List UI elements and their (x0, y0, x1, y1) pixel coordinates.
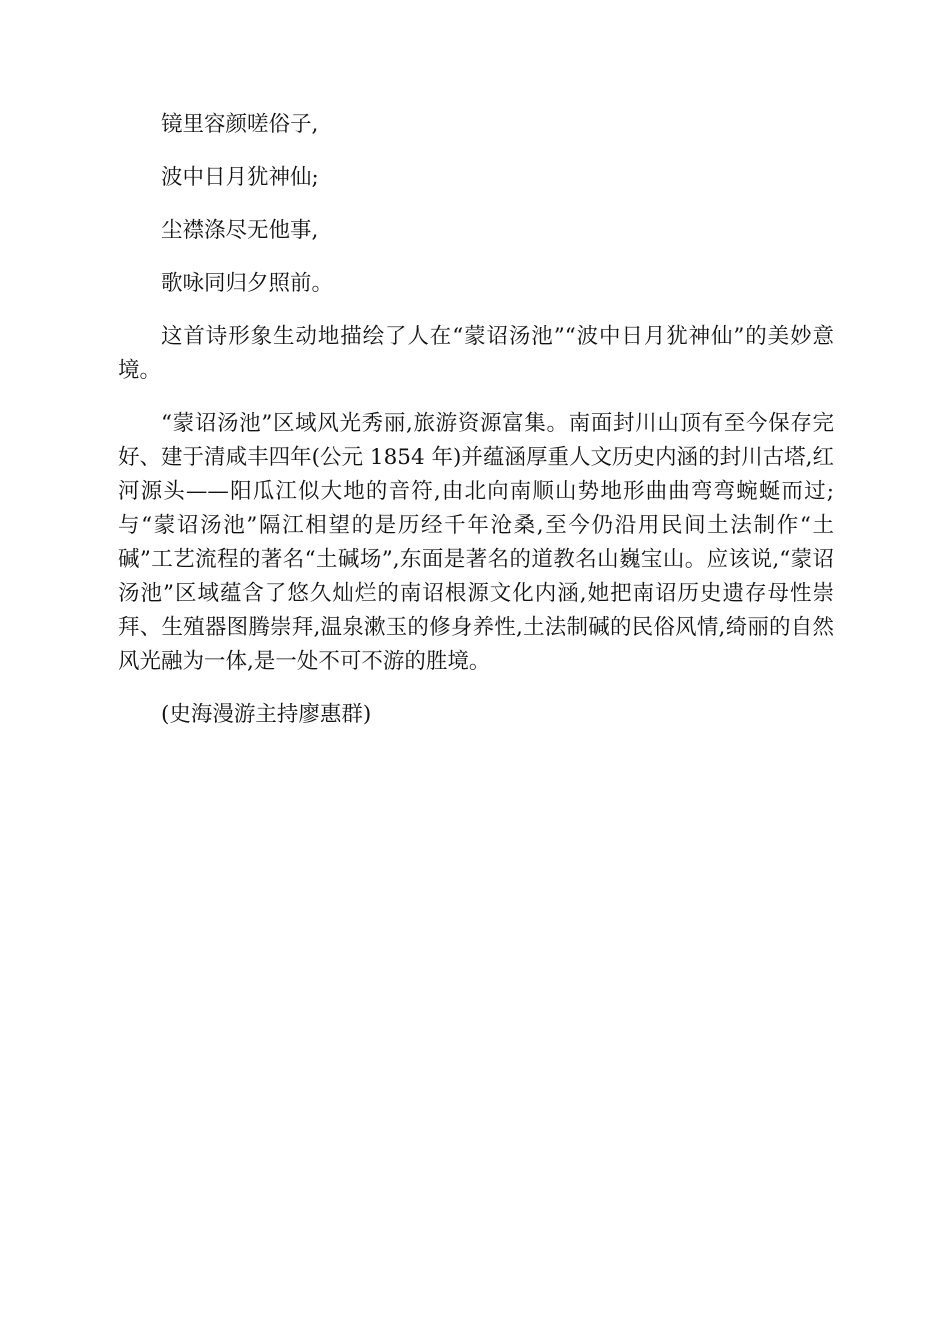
poem-line-1: 镜里容颜嗟俗子, (161, 112, 319, 137)
article-body (118, 108, 834, 732)
poem-line-2: 波中日月犹神仙; (161, 165, 319, 190)
poem-line-3: 尘襟涤尽无他事, (161, 218, 319, 243)
scenery-description-paragraph: “蒙诏汤池”区域风光秀丽,旅游资源富集。南面封川山顶有至今保存完好、建于清咸丰四年(公元 1854 年)并蕴涵厚重人文历史内涵的封川古塔,红河源头——阳瓜江似大地的音符,由北向南顺山势地形曲曲弯弯蜿蜒而过;与“蒙诏汤池”隔江相望的是历经千年沧桑,至今仍沿用民间土法制作“土碱”工艺流程的著名“土碱场”,东面是著名的道教名山巍宝山。应该说,“蒙诏汤池”区域蕴含了悠久灿烂的南诏根源文化内涵,她把南诏历史遗存母性崇拜、生殖器图腾崇拜,温泉漱玉的修身养性,土法制碱的民俗风情,绮丽的自然风光融为一体,是一处不可不游的胜境。 (118, 411, 834, 674)
poem-commentary-paragraph: 这首诗形象生动地描绘了人在“蒙诏汤池”“波中日月犹神仙”的美妙意境。 (118, 324, 834, 383)
author-signature: (史海漫游主持廖惠群) (161, 702, 372, 727)
poem-line-4: 歌咏同归夕照前。 (161, 271, 334, 296)
